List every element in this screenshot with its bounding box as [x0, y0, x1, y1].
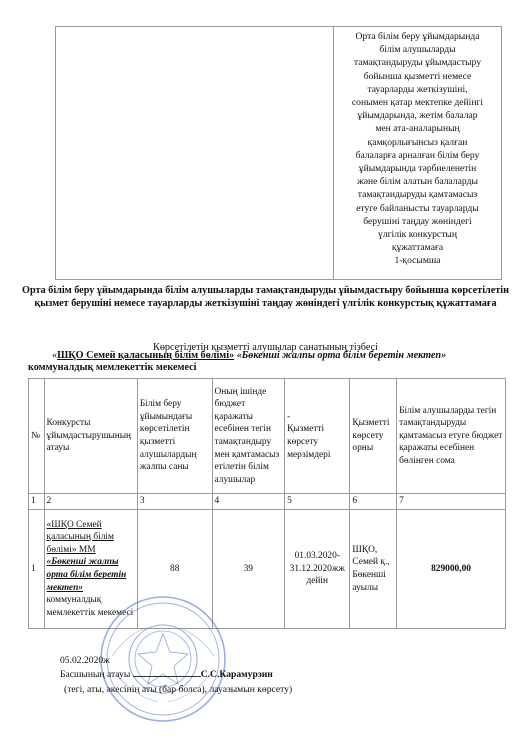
- footer-note: (тегі, аты, әкесінің аты (бар болса), лауазымын көрсету): [64, 684, 293, 695]
- appendix-note-line: 1-қосымша: [394, 255, 441, 267]
- appendix-note-line: мен ата-аналарының: [375, 123, 460, 135]
- appendix-note-line: тамақтандыруды ұйымдастыру: [353, 57, 482, 69]
- column-number: 2: [44, 494, 137, 510]
- appendix-note-line: ұйымдарында тәрбиеленетін: [358, 163, 477, 175]
- appendix-note-line: етуге байланысты тауарларды: [356, 202, 479, 214]
- header-number: №: [29, 379, 45, 494]
- appendix-note-line: балаларға арналған білім беру: [355, 149, 480, 161]
- row-budget: 39: [212, 510, 285, 629]
- document-title: Орта білім беру ұйымдарында білім алушыларды тамақтандыруды ұйымдастыру бойынша көрсетілетін қызмет берушіні немесе тауарларды жеткізушіні таңдау жөніндегі үлгілік конкурстық құжаттамаға: [22, 285, 509, 309]
- org-prefix: «: [52, 350, 58, 361]
- header-table: [55, 26, 502, 280]
- table-number-row: [29, 494, 506, 510]
- row-sum: 829000,00: [397, 510, 506, 629]
- column-number: 4: [212, 494, 285, 510]
- organizer-line: [52, 349, 512, 362]
- row-org-suffix: коммуналдық мемлекеттік мекемесі: [46, 595, 134, 618]
- row-school-name: «Бөкенші жалпы орта білім беретін мектеп»: [46, 557, 127, 593]
- organizer-type: коммуналдық мемлекеттік мекемесі: [28, 362, 197, 373]
- appendix-note-line: құжаттамаға: [391, 242, 444, 254]
- header-place: Қызметті көрсету орны: [350, 379, 397, 494]
- row-org-name: «ШҚО Семей қаласының білім бөлімі» ММ: [46, 519, 114, 555]
- row-total: 88: [137, 510, 212, 629]
- footer-signature-line: [60, 667, 273, 681]
- appendix-note-line: берушіні таңдау жөніндегі: [363, 215, 472, 227]
- column-number: 7: [397, 494, 506, 510]
- table-header-row: [29, 379, 506, 494]
- footer-date: 05.02.2020ж: [60, 655, 110, 666]
- appendix-note-line: білім алушыларды: [379, 44, 456, 56]
- recipients-table: [28, 378, 506, 629]
- header-period-label: Қызметті көрсету мерзімдері: [287, 424, 331, 460]
- organizer-name: ШҚО Семей қаласының білім бөлімі»: [57, 350, 235, 361]
- appendix-note-line: бойынша қызметті немесе: [363, 70, 472, 82]
- column-number: 3: [137, 494, 212, 510]
- table-row: [29, 510, 506, 629]
- header-budget: Оның ішінде бюджет қаражаты есебінен тегін тамақтандыру мен қамтамасыз етілетін білім алушылар: [212, 379, 285, 494]
- appendix-note-line: Орта білім беру ұйымдарында: [355, 31, 480, 42]
- row-number: 1: [29, 510, 45, 629]
- header-sum: Білім алушыларды тегін тамақтандыруды қамтамасыз етуге бюджет қаражаты есебінен бөлінген сома: [397, 379, 506, 494]
- appendix-note-line: тамақтандыруды қамтамасыз: [357, 189, 478, 201]
- column-number: 5: [285, 494, 350, 510]
- header-dash: -: [287, 411, 291, 422]
- row-period: 01.03.2020-31.12.2020жж дейін: [285, 510, 350, 629]
- document-subtitle: Көрсетілетін қызметті алушылар санатының тізбесі: [153, 342, 378, 353]
- row-place: ШҚО, Семей қ., Бөкенші ауылы: [350, 510, 397, 629]
- appendix-note: [334, 27, 502, 280]
- appendix-note-line: және білім алатын балаларды: [357, 176, 478, 188]
- header-organizer: Конкурсты ұйымдастырушының атауы: [44, 379, 137, 494]
- column-number: 1: [29, 494, 45, 510]
- header-empty-cell: [56, 27, 334, 280]
- appendix-note-line: үлгілік конкурстың: [378, 229, 457, 241]
- appendix-note-line: ұйымдарында, жетім балалар: [357, 110, 478, 122]
- school-name: «Бөкенші жалпы орта білім беретін мектеп»: [236, 350, 447, 361]
- header-total: Білім беру ұйымындағы көрсетілетін қызметті алушылардың жалпы саны: [137, 379, 212, 494]
- header-period: [285, 379, 350, 494]
- appendix-note-line: қамқорлығынсыз қалған: [367, 136, 468, 148]
- head-name: С.С.Карамурзин: [200, 669, 273, 680]
- row-organizer: [44, 510, 137, 629]
- appendix-note-line: сонымен қатар мектепке дейінгі: [351, 97, 484, 109]
- signature-blank: [133, 667, 201, 677]
- appendix-note-line: тауарларды жеткізушіні,: [367, 83, 468, 95]
- head-label: Басшының атауы: [60, 669, 131, 680]
- column-number: 6: [350, 494, 397, 510]
